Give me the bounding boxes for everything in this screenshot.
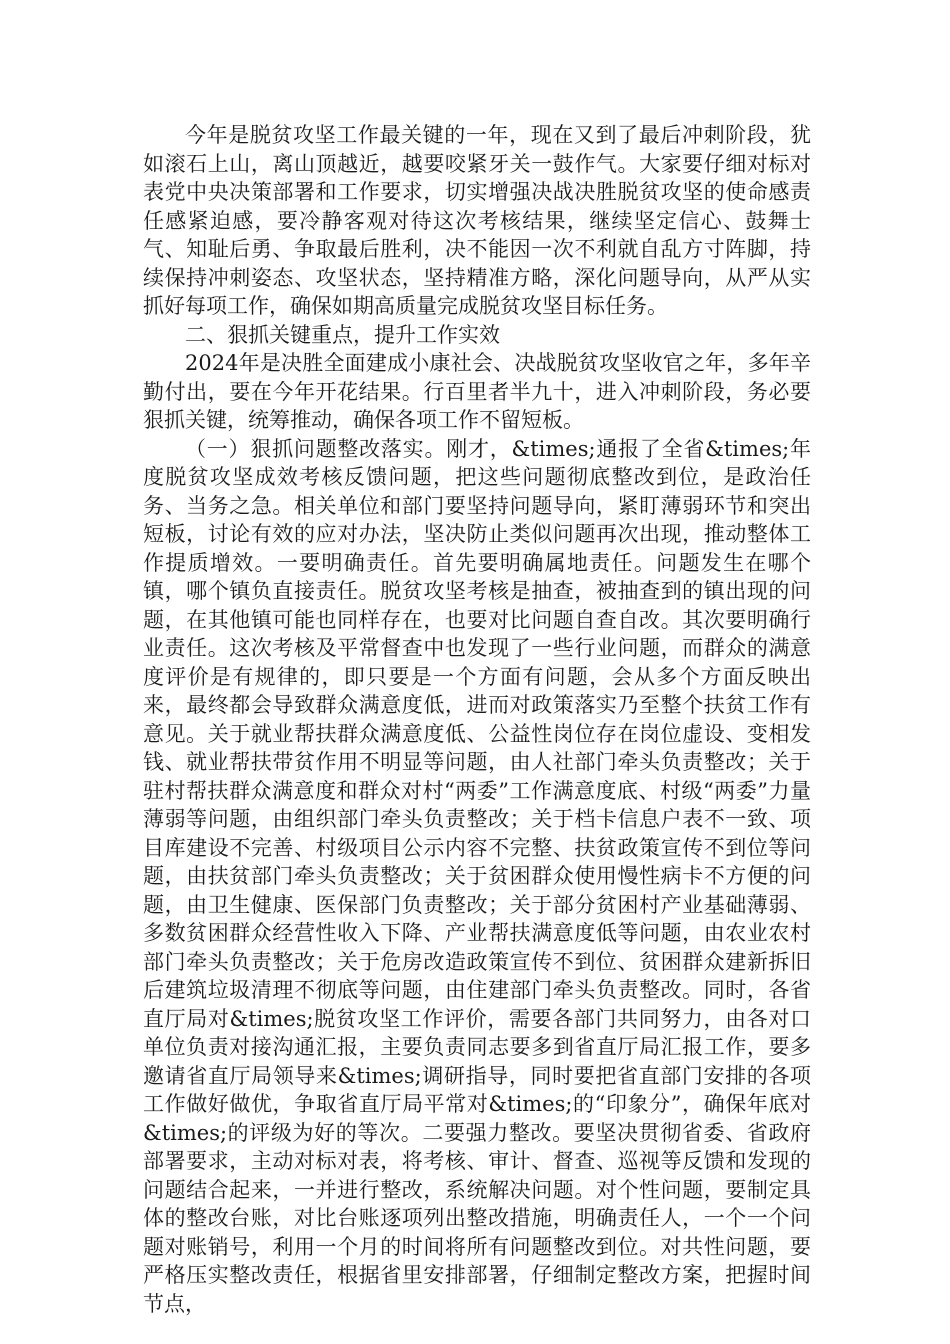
document-body <box>143 121 811 1318</box>
paragraph-rectification: （一）狠抓问题整改落实。刚才，&times;通报了全省&times;年度脱贫攻坚成效考核反馈问题，把这些问题彻底整改到位，是政治任务、当务之急。相关单位和部门要坚持问题导向，紧盯薄弱环节和突出短板，讨论有效的应对办法，坚决防止类似问题再次出现，推动整体工作提质增效。一要明确责任。首先要明确属地责任。问题发生在哪个镇，哪个镇负直接责任。脱贫攻坚考核是抽查，被抽查到的镇出现的问题，在其他镇可能也同样存在，也要对比问题自查自改。其次要明确行业责任。这次考核及平常督查中也发现了一些行业问题，而群众的满意度评价是有规律的，即只要是一个方面有问题，会从多个方面反映出来，最终都会导致群众满意度低，进而对政策落实乃至整个扶贫工作有意见。关于就业帮扶群众满意度低、公益性岗位存在岗位虚设、变相发钱、就业帮扶带贫作用不明显等问题，由人社部门牵头负责整改；关于驻村帮扶群众满意度和群众对村“两委”工作满意度底、村级“两委”力量薄弱等问题，由组织部门牵头负责整改；关于档卡信息户表不一致、项目库建设不完善、村级项目公示内容不完整、扶贫政策宣传不到位等问题，由扶贫部门牵头负责整改；关于贫困群众使用慢性病卡不方便的问题，由卫生健康、医保部门负责整改；关于部分贫困村产业基础薄弱、多数贫困群众经营性收入下降、产业帮扶满意度低等问题，由农业农村部门牵头负责整改；关于危房改造政策宣传不到位、贫困群众建新拆旧后建筑垃圾清理不彻底等问题，由住建部门牵头负责整改。同时，各省直厅局对&times;脱贫攻坚工作评价，需要各部门共同努力，由各对口单位负责对接沟通汇报，主要负责同志要多到省直厅局汇报工作，要多邀请省直厅局领导来&times;调研指导，同时要把省直部门安排的各项工作做好做优，争取省直厅局平常对&times;的“印象分”，确保年底对&times;的评级为好的等次。二要强力整改。要坚决贯彻省委、省政府部署要求，主动对标对表，将考核、审计、督查、巡视等反馈和发现的问题结合起来，一并进行整改，系统解决问题。对个性问题，要制定具体的整改台账，对比台账逐项列出整改措施，明确责任人，一个一个问题对账销号，利用一个月的时间将所有问题整改到位。对共性问题，要严格压实整改责任，根据省里安排部署，仔细制定整改方案，把握时间节点， <box>143 436 811 1316</box>
paragraph-year-goal: 2024年是决胜全面建成小康社会、决战脱贫攻坚收官之年，多年辛勤付出，要在今年开花结果。行百里者半九十，进入冲刺阶段，务必要狠抓关键，统筹推动，确保各项工作不留短板。 <box>143 351 811 432</box>
paragraph-intro: 今年是脱贫攻坚工作最关键的一年，现在又到了最后冲刺阶段，犹如滚石上山，离山顶越近，越要咬紧牙关一鼓作气。大家要仔细对标对表党中央决策部署和工作要求，切实增强决战决胜脱贫攻坚的使命感责任感紧迫感，要冷静客观对待这次考核结果，继续坚定信心、鼓舞士气、知耻后勇、争取最后胜利，决不能因一次不利就自乱方寸阵脚，持续保持冲刺姿态、攻坚状态，坚持精准方略，深化问题导向，从严从实抓好每项工作，确保如期高质量完成脱贫攻坚目标任务。 <box>143 123 811 318</box>
section-heading: 二、狠抓关键重点，提升工作实效 <box>185 322 500 347</box>
